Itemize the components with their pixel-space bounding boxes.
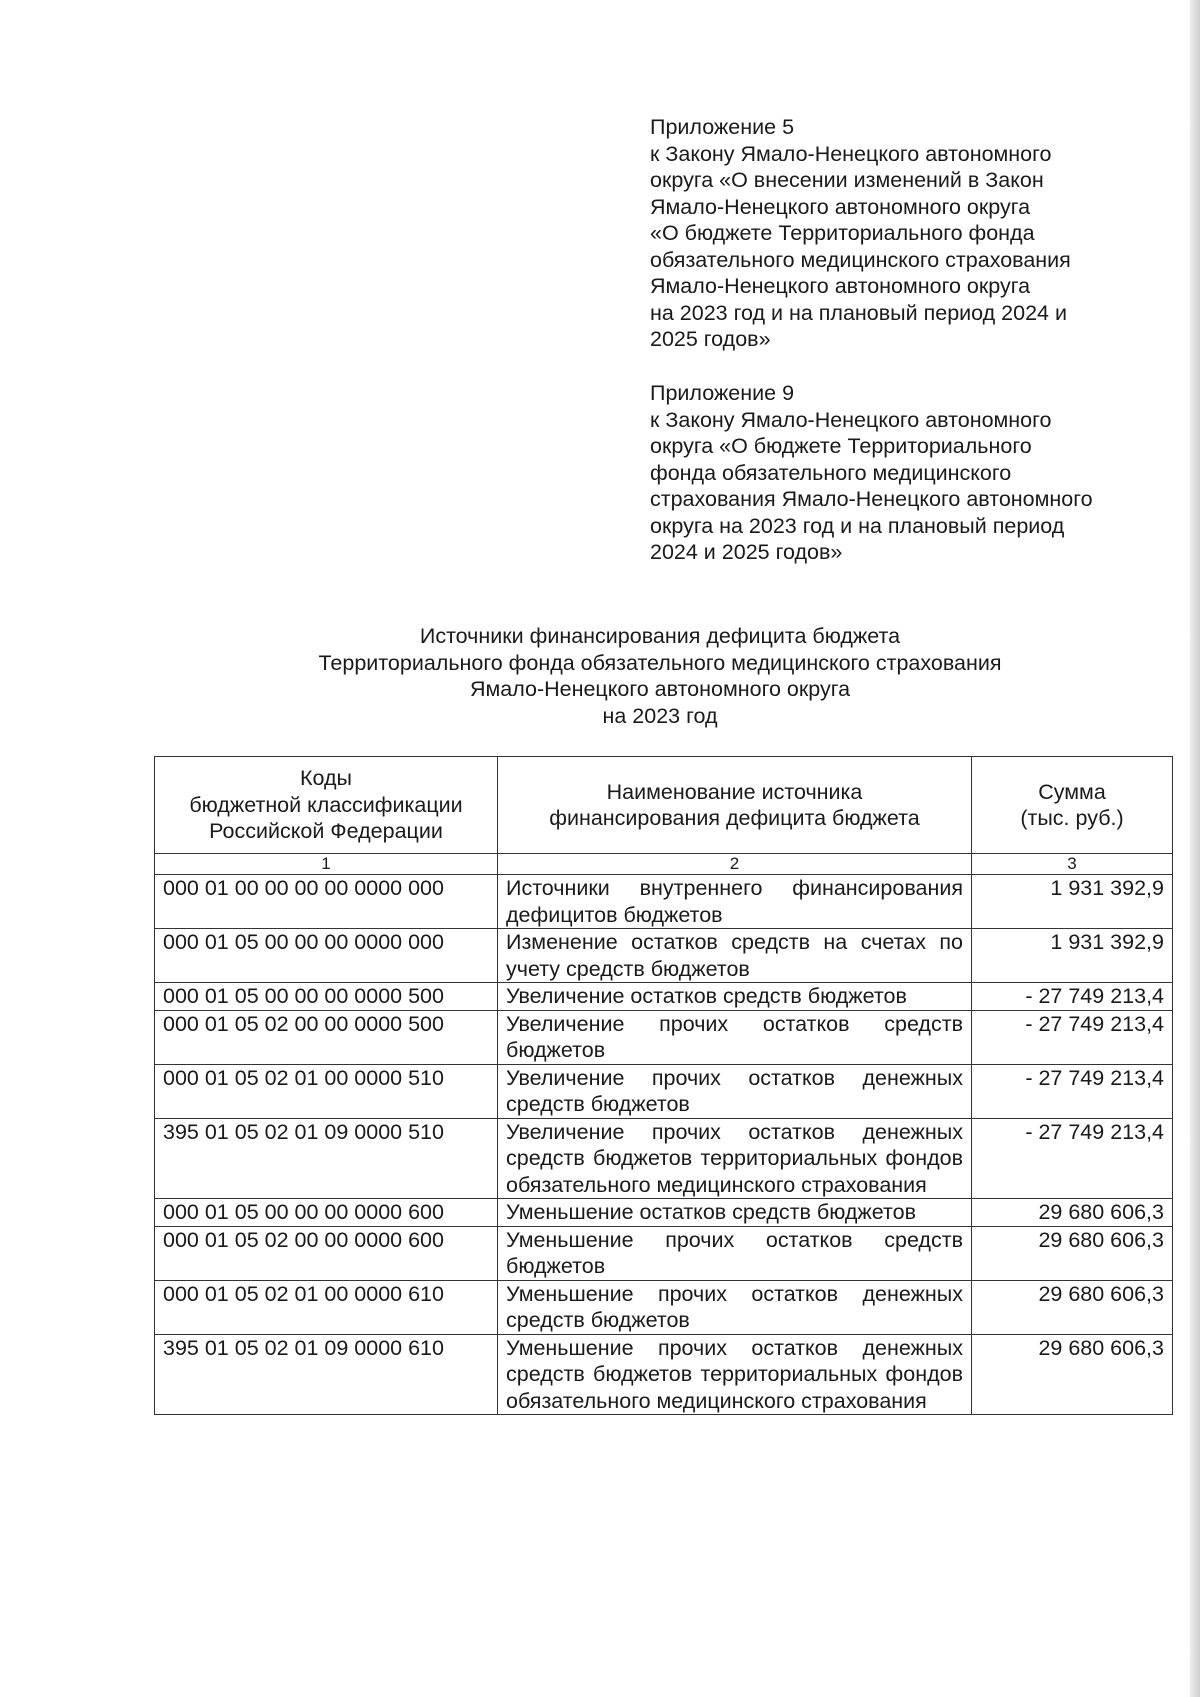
column-number: 2 (498, 854, 972, 875)
cell-name: Увеличение прочих остатков денежных средств бюджетов территориальных фондов обязательного медицинского страхования (498, 1118, 972, 1199)
title-line: Источники финансирования дефицита бюджета (419, 624, 901, 648)
annex-line: обязательного медицинского страхования (650, 247, 1071, 272)
annex-line: округа на 2023 год и на плановый период (650, 513, 1065, 538)
sources-table (154, 756, 1173, 1415)
cell-amount: - 27 749 213,4 (972, 1010, 1173, 1064)
header-codes (155, 757, 498, 854)
table-row (155, 983, 1173, 1011)
header-line: Российской Федерации (209, 819, 443, 844)
annex-line: Приложение 9 (650, 381, 795, 405)
table-row (155, 1010, 1173, 1064)
header-name (498, 757, 972, 854)
cell-amount: 1 931 392,9 (972, 929, 1173, 983)
cell-amount: - 27 749 213,4 (972, 983, 1173, 1011)
cell-name: Уменьшение прочих остатков средств бюджетов (498, 1226, 972, 1280)
cell-amount: 29 680 606,3 (972, 1226, 1173, 1280)
cell-amount: 29 680 606,3 (972, 1280, 1173, 1334)
cell-code: 000 01 05 02 01 00 0000 510 (155, 1064, 498, 1118)
header-amount (972, 757, 1173, 854)
header-line: (тыс. руб.) (1020, 806, 1124, 830)
annex-line: страхования Ямало-Ненецкого автономного (650, 487, 1093, 511)
annex-line: Приложение 5 (650, 115, 795, 139)
annex-line: Ямало-Ненецкого автономного округа (650, 274, 1031, 298)
cell-amount: - 27 749 213,4 (972, 1118, 1173, 1199)
annex-line: фонда обязательного медицинского (650, 460, 1012, 485)
cell-amount: 29 680 606,3 (972, 1334, 1173, 1415)
page-edge (1190, 0, 1200, 1697)
header-line: бюджетной классификации (189, 792, 463, 817)
title-line: на 2023 год (602, 703, 718, 728)
cell-code: 000 01 05 02 01 00 0000 610 (155, 1280, 498, 1334)
cell-name: Уменьшение остатков средств бюджетов (498, 1199, 972, 1227)
cell-name: Уменьшение прочих остатков денежных средств бюджетов (498, 1280, 972, 1334)
cell-code: 000 01 05 02 00 00 0000 500 (155, 1010, 498, 1064)
annex-line: к Закону Ямало-Ненецкого автономного (650, 141, 1052, 166)
annex-line: «О бюджете Территориального фонда (650, 221, 1035, 245)
document-title (150, 623, 1170, 729)
cell-name: Изменение остатков средств на счетах по учету средств бюджетов (498, 929, 972, 983)
annex-line: округа «О внесении изменений в Закон (650, 168, 1044, 192)
cell-code: 000 01 05 00 00 00 0000 600 (155, 1199, 498, 1227)
title-line: Территориального фонда обязательного медицинского страхования (318, 650, 1002, 675)
table-row (155, 1199, 1173, 1227)
annex-line: 2024 и 2025 годов» (650, 540, 843, 564)
annex-line: округа «О бюджете Территориального (650, 434, 1032, 458)
annex-line: на 2023 год и на плановый период 2024 и (650, 300, 1067, 325)
cell-amount: 29 680 606,3 (972, 1199, 1173, 1227)
table-row (155, 1280, 1173, 1334)
header-line: Наименование источника (606, 779, 863, 804)
cell-name: Источники внутреннего финансирования дефицитов бюджетов (498, 875, 972, 929)
annex-line: к Закону Ямало-Ненецкого автономного (650, 407, 1052, 432)
cell-amount: 1 931 392,9 (972, 875, 1173, 929)
cell-name: Увеличение прочих остатков денежных средств бюджетов (498, 1064, 972, 1118)
cell-amount: - 27 749 213,4 (972, 1064, 1173, 1118)
annex-9-heading (650, 380, 1170, 566)
header-line: Коды (299, 766, 352, 791)
annex-line: 2025 годов» (650, 327, 771, 351)
column-number: 1 (155, 854, 498, 875)
table-row (155, 929, 1173, 983)
cell-code: 000 01 05 02 00 00 0000 600 (155, 1226, 498, 1280)
cell-code: 000 01 05 00 00 00 0000 000 (155, 929, 498, 983)
column-number: 3 (972, 854, 1173, 875)
table-row (155, 1118, 1173, 1199)
cell-code: 000 01 05 00 00 00 0000 500 (155, 983, 498, 1011)
cell-name: Увеличение прочих остатков средств бюджетов (498, 1010, 972, 1064)
cell-name: Увеличение остатков средств бюджетов (498, 983, 972, 1011)
annex-5-heading (650, 114, 1170, 353)
header-line: финансирования дефицита бюджета (549, 806, 920, 830)
cell-code: 395 01 05 02 01 09 0000 510 (155, 1118, 498, 1199)
cell-name: Уменьшение прочих остатков денежных средств бюджетов территориальных фондов обязательного медицинского страхования (498, 1334, 972, 1415)
table-row (155, 875, 1173, 929)
table-row (155, 1226, 1173, 1280)
cell-code: 395 01 05 02 01 09 0000 610 (155, 1334, 498, 1415)
header-line: Сумма (1038, 779, 1106, 804)
title-line: Ямало-Ненецкого автономного округа (469, 677, 851, 701)
table-header-row (155, 757, 1173, 854)
table-row (155, 1334, 1173, 1415)
column-numbers-row (155, 854, 1173, 875)
table-row (155, 1064, 1173, 1118)
cell-code: 000 01 00 00 00 00 0000 000 (155, 875, 498, 929)
annex-line: Ямало-Ненецкого автономного округа (650, 194, 1031, 219)
